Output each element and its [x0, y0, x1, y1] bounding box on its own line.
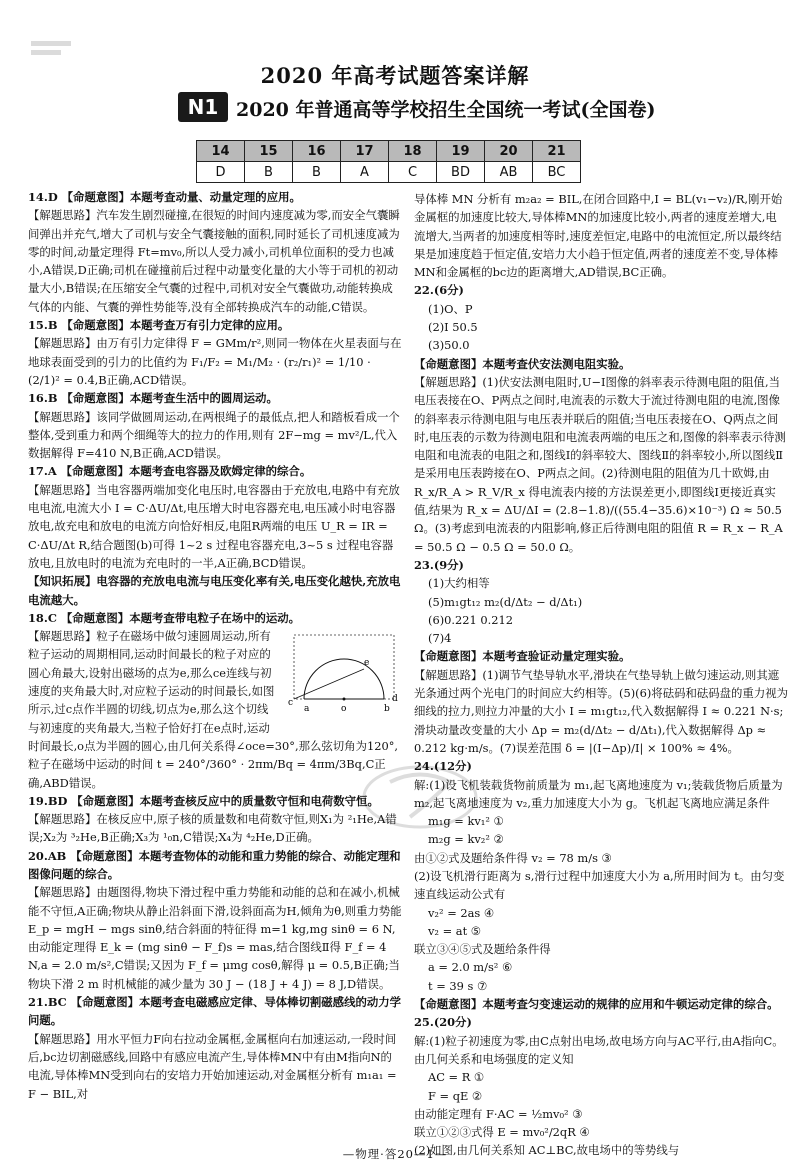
- question-19-heading: 19.BD 【命题意图】本题考查核反应中的质量数守恒和电荷数守恒。: [28, 793, 379, 808]
- answer-line: (5)m₁gt₁₂ m₂(d/Δt₂ − d/Δt₁): [428, 594, 583, 609]
- answer-cell: BC: [533, 162, 581, 183]
- question-16-solution: 【解题思路】该同学做圆周运动,在两根绳子的最低点,把人和踏板看成一个整体,受到重力和两个细绳等大的拉力的作用,则有 2F−mg = mv²/L,代入数据解得 F=410 N,B正确,ACD错误。: [28, 409, 400, 461]
- question-17-heading: 17.A 【命题意图】本题考查电容器及欧姆定律的综合。: [28, 464, 312, 479]
- equation-line: v₂ = at ⑤: [428, 923, 481, 938]
- question-17-solution: 【解题思路】当电容器两端加变化电压时,电容器由于充放电,电路中有充放电电流,电流大小 I = C·ΔU/Δt,电压增大时电容器充电,电压减小时电容器放电,故充电和放电的电流方向恰好相反,电阻R两端的电压 U_R = IR = C·ΔU/Δt R,结合题图(b)可得 1~2 s 过程电容器充电,3~5 s 过程电容器放电,且放电时的电流为充电时的一半,A正确,BCD错误。: [28, 482, 400, 570]
- question-14-solution: 【解题思路】汽车发生剧烈碰撞,在很短的时间内速度减为零,而安全气囊瞬间弹出并充气,增大了司机与安全气囊接触的面积,同时延长了司机速度减为零的时间,动量定理得 Ft=mv₀,所以人受力减小,司机单位面积的受力也减小,A错误,D正确;司机在碰撞前后过程中动量变化量的大小等于司机的初动量大小,B错误;在压缩安全气囊的过程中,司机对安全气囊做功,动能转换成气体的内能、气囊的弹性势能等,没有全部转换成汽车的动能,C错误。: [28, 208, 400, 314]
- solution-line: (2)如图,由几何关系知 AC⊥BC,故电场中的等势线与: [414, 1143, 680, 1158]
- question-22-intent: 【命题意图】本题考查伏安法测电阻实验。: [414, 356, 631, 371]
- answer-cell: A: [341, 162, 389, 183]
- question-23-intent: 【命题意图】本题考查验证动量定理实验。: [414, 649, 631, 664]
- answer-cell: B: [245, 162, 293, 183]
- answer-line: (1)O、P: [428, 301, 473, 316]
- question-24-intent: 【命题意图】本题考查匀变速运动的规律的应用和牛顿运动定律的综合。: [414, 997, 779, 1012]
- answer-table-answer-row: [197, 162, 581, 183]
- figure-label: c: [288, 698, 294, 709]
- equation-line: AC = R ①: [428, 1070, 485, 1085]
- question-23-heading: 23.(9分): [414, 557, 464, 572]
- equation-line: F = qE ②: [428, 1088, 483, 1103]
- equation-line: m₁g = kv₁² ①: [428, 814, 504, 829]
- question-22-heading: 22.(6分): [414, 283, 464, 298]
- knowledge-extension: 【知识拓展】电容器的充放电电流与电压变化率有关,电压变化越快,充放电电流越大。: [28, 574, 401, 607]
- answer-line: (7)4: [428, 631, 452, 646]
- question-number: 18: [389, 141, 437, 162]
- question-number: 16: [293, 141, 341, 162]
- question-number: 19: [437, 141, 485, 162]
- answer-line: (6)0.221 0.212: [428, 612, 513, 627]
- question-22-solution: 【解题思路】(1)伏安法测电阻时,U−I图像的斜率表示待测电阻的阻值,当电压表接在O、P两点之间时,电流表的示数大于流过待测电阻的电流,图像的斜率表示待测电阻与电压表并联后的阻值;当电压表接在O、Q两点之间时,电压表的示数为待测电阻和电流表两端的电压之和,图像的斜率表示待测电阻和电流表的电阻之和,图线Ⅰ的斜率较大、图线Ⅱ的斜率较小,所以图线Ⅱ是采用电压表跨接在O、P两点之间。(2)待测电阻的阻值为几十欧姆,由 R_x/R_A > R_V/R_x 得电流表内接的方法误差更小,即图线Ⅰ更接近真实值,结果为 R_x = ΔU/ΔI = (2.8−1.8)/((55.4−35.6)×10⁻³) Ω ≈ 50.5 Ω。(3)考虑到电流表的内阻影响,修正后待测电阻的阻值 R = R_x − R_A = 50.5 Ω − 0.5 Ω = 50.0 Ω。: [414, 374, 786, 554]
- equation-line: a = 2.0 m/s² ⑥: [428, 960, 513, 975]
- answer-cell: D: [197, 162, 245, 183]
- answer-cell: AB: [485, 162, 533, 183]
- left-column: [28, 188, 402, 1103]
- question-number: 17: [341, 141, 389, 162]
- answer-line: (3)50.0: [428, 338, 470, 353]
- section-badge: N1: [178, 92, 228, 122]
- corner-stamp-icon: [30, 38, 90, 60]
- answer-table: [196, 140, 581, 183]
- question-number: 21: [533, 141, 581, 162]
- equation-line: t = 39 s ⑦: [428, 978, 488, 993]
- equation-line: 由①②式及题给条件得 v₂ = 78 m/s ③: [414, 850, 612, 865]
- magnetic-field-figure: [284, 629, 402, 721]
- answer-line: (1)大约相等: [428, 576, 490, 591]
- solution-line: (2)设飞机滑行距离为 s,滑行过程中加速度大小为 a,所用时间为 t。由匀变速直线运动公式有: [414, 868, 785, 902]
- question-21-solution-cont: 导体棒 MN 分析有 m₂a₂ = BIL,在闭合回路中,I = BL(v₁−v₂)/R,刚开始金属框的加速度比较大,导体棒MN的加速度比较小,两者的速度差增大,电流增大,当两者的加速度相等时,速度差恒定,电路中的电流恒定,所以最终结果是加速度趋于恒定值,安培力大小趋于恒定值,两者的速度差不变,导体棒MN和金属框的bc边的距离增大,AD错误,BC正确。: [414, 192, 783, 280]
- answer-cell: BD: [437, 162, 485, 183]
- figure-label: o: [341, 704, 347, 715]
- solution-line: 联立③④⑤式及题给条件得: [414, 942, 551, 957]
- question-number: 14: [197, 141, 245, 162]
- question-21-heading: 21.BC 【命题意图】本题考查电磁感应定律、导体棒切割磁感线的动力学问题。: [28, 995, 402, 1028]
- question-14-heading: 14.D 【命题意图】本题考查动量、动量定理的应用。: [28, 190, 301, 204]
- question-18-heading: 18.C 【命题意图】本题考查带电粒子在场中的运动。: [28, 610, 301, 625]
- figure-label: d: [392, 694, 398, 705]
- right-column: [414, 190, 788, 1160]
- page-title: 2020 年高考试题答案详解: [260, 63, 530, 88]
- question-25-heading: 25.(20分): [414, 1015, 472, 1030]
- question-15-solution: 【解题思路】由万有引力定律得 F = GMm/r²,则同一物体在火星表面与在地球表面受到的引力的比值约为 F₁/F₂ = M₁/M₂ · (r₂/r₁)² = 1/10 · (2/1)² = 0.4,B正确,ACD错误。: [28, 336, 402, 387]
- equation-line: v₂² = 2as ④: [428, 905, 495, 920]
- question-number: 20: [485, 141, 533, 162]
- answer-line: (2)Ⅰ 50.5: [428, 320, 478, 335]
- question-16-heading: 16.B 【命题意图】本题考查生活中的圆周运动。: [28, 391, 278, 406]
- equation-line: m₂g = kv₂² ②: [428, 832, 504, 847]
- answer-table-header-row: [197, 141, 581, 162]
- question-24-solution: 解:(1)设飞机装载货物前质量为 m₁,起飞离地速度为 v₁;装载货物后质量为 m₂,起飞离地速度为 v₂,重力加速度大小为 g。飞机起飞离地应满足条件: [414, 777, 783, 810]
- equation-line: 联立①②③式得 E = mv₀²/2qR ④: [414, 1125, 590, 1140]
- question-15-heading: 15.B 【命题意图】本题考查万有引力定律的应用。: [28, 318, 290, 333]
- question-19-solution: 【解题思路】在核反应中,原子核的质量数和电荷数守恒,则X₁为 ²₁He,A错误;X₂为 ³₂He,B正确;X₃为 ¹₀n,C错误;X₄为 ⁴₂He,D正确。: [28, 812, 397, 845]
- question-25-solution: 解:(1)粒子初速度为零,由C点射出电场,故电场方向与AC平行,由A指向C。由几何关系和电场强度的定义知: [414, 1033, 784, 1066]
- question-21-solution: 【解题思路】用水平恒力F向右拉动金属框,金属框向右加速运动,一段时间后,bc边切割磁感线,回路中有感应电流产生,导体棒MN中有由M指向N的电流,导体棒MN受到向右的安培力开始加速运动,对金属框分析有 m₁a₁ = F − BIL,对: [28, 1031, 397, 1101]
- figure-label: a: [304, 704, 310, 715]
- figure-label: b: [384, 704, 390, 715]
- figure-label: e: [364, 658, 370, 669]
- question-20-solution: 【解题思路】由题图得,物块下滑过程中重力势能和动能的总和在减小,机械能不守恒,A正确;物块从静止沿斜面下滑,设斜面高为H,倾角为θ,则重力势能 E_p = mgH − mgs sinθ,结合斜面的特征得 m=1 kg,mg sinθ = 6 N,由动能定理得 E_k = (mg sinθ − F_f)s = mas,结合图线Ⅱ得 F_f = 4 N,a = 2.0 m/s²,C错误;又因为 F_f = μmg cosθ,解得 μ = 0.5,B正确;当物块下滑 2 m 时机械能的减少量为 30 J − (18 J + 4 J) = 8 J,D错误。: [28, 885, 402, 991]
- answer-cell: C: [389, 162, 437, 183]
- question-24-heading: 24.(12分): [414, 759, 472, 774]
- question-18-solution: 【解题思路】粒子在磁场中做匀速圆周运动,所有粒子运动的周期相同,运动时间最长的粒子对应的圆心角最大,设射出磁场的点为e,那么ce连线与初速度的夹角最大时,对应粒子运动的时间最长,如图所示,过c点作半圆的切线,切点为e,那么这个切线与初速度的夹角最大,当粒子恰好打在e点时,运动时间最长,o点为半圆的圆心,由几何关系得∠oce=30°,那么弦切角为120°,粒子在磁场中运动的时间 t = 240°/360° · 2πm/Bq = 4πm/3Bq,C正确,ABD错误。: [28, 629, 399, 790]
- question-23-solution: 【解题思路】(1)调节气垫导轨水平,滑块在气垫导轨上做匀速运动,则其遮光条通过两个光电门的时间应大约相等。(5)(6)将砝码和砝码盘的重力视为细线的拉力,则拉力冲量的大小 I = m₁gt₁₂,代入数据解得 I ≈ 0.221 N·s;滑块动量改变量的大小 Δp = m₂(d/Δt₂ − d/Δt₁),代入数据解得 Δp ≈ 0.212 kg·m/s。(7)误差范围 δ = |(I−Δp)/I| × 100% ≈ 4%。: [414, 667, 788, 755]
- question-number: 15: [245, 141, 293, 162]
- question-20-heading: 20.AB 【命题意图】本题考查物体的动能和重力势能的综合、动能定理和图像问题的综合。: [28, 848, 401, 881]
- page-footer: —物理·答20—1—: [342, 1147, 448, 1161]
- answer-cell: B: [293, 162, 341, 183]
- watermark-icon: [360, 762, 480, 832]
- equation-line: 由动能定理有 F·AC = ½mv₀² ③: [414, 1106, 583, 1121]
- exam-subtitle: 2020 年普通高等学校招生全国统一考试(全国卷): [236, 99, 656, 121]
